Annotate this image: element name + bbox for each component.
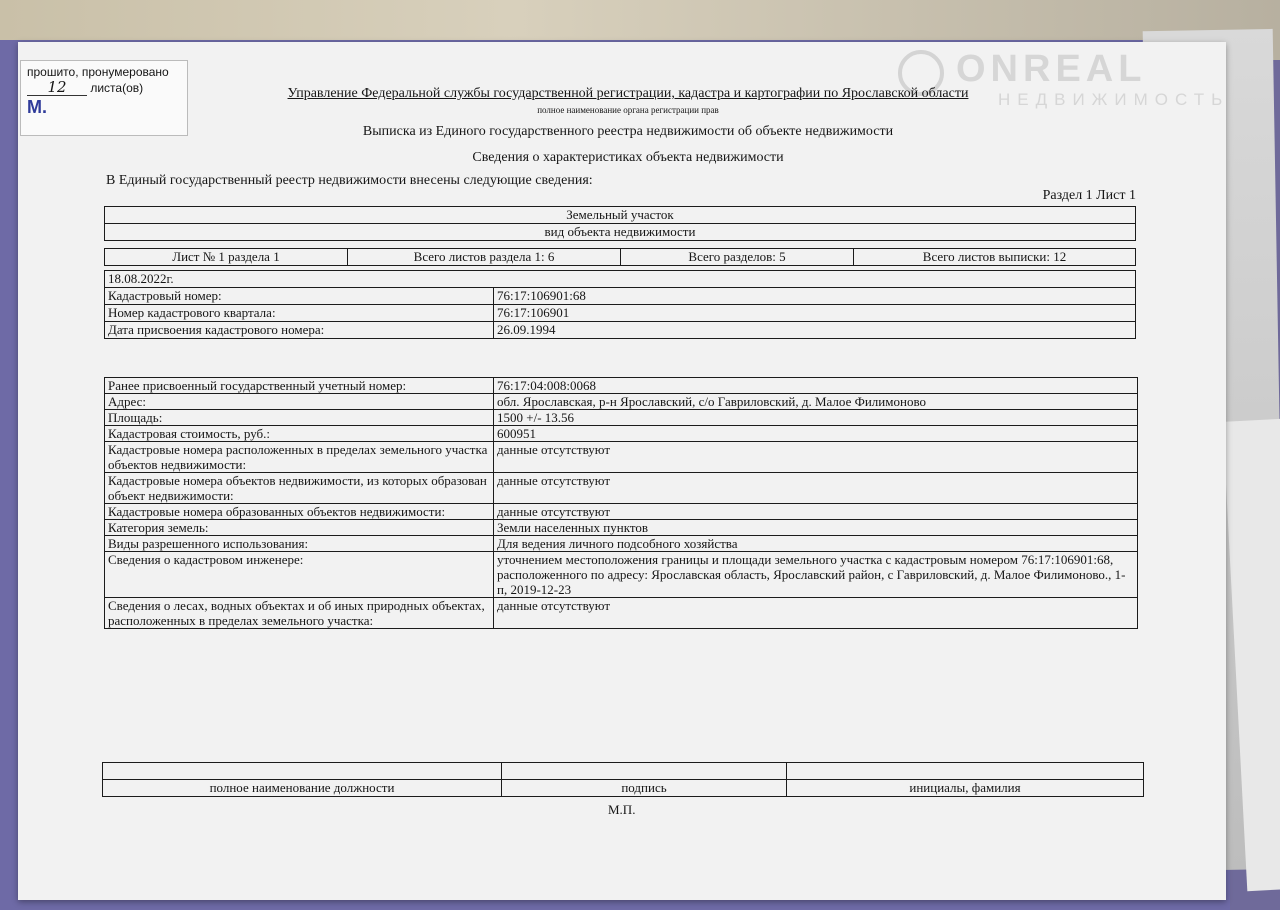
cadastral-number-label: Кадастровый номер: xyxy=(105,288,494,305)
sheet-reference: Раздел 1 Лист 1 xyxy=(1042,188,1136,203)
signature-blank-position xyxy=(103,763,502,780)
detail-label: Площадь: xyxy=(105,410,494,426)
signature-sign-caption: подпись xyxy=(502,780,787,797)
signature-name-caption: инициалы, фамилия xyxy=(787,780,1144,797)
assignment-date-label: Дата присвоения кадастрового номера: xyxy=(105,322,494,339)
details-table xyxy=(104,377,1138,629)
org-name: Управление Федеральной службы государственной регистрации, кадастра и картографии по Ярославской области xyxy=(287,86,969,101)
detail-value: данные отсутствуют xyxy=(494,473,1138,504)
binding-sticker xyxy=(20,60,188,136)
detail-label: Сведения о кадастровом инженере: xyxy=(105,552,494,598)
sticker-count: 12 xyxy=(27,80,87,96)
detail-value: данные отсутствуют xyxy=(494,504,1138,520)
signature-position-caption: полное наименование должности xyxy=(103,780,502,797)
detail-label: Сведения о лесах, водных объектах и об иных природных объектах, расположенных в пределах земельного участка: xyxy=(105,598,494,629)
detail-value: данные отсутствуют xyxy=(494,598,1138,629)
watermark-sub: НЕДВИЖИМОСТЬ xyxy=(998,90,1230,109)
total-sections: Всего разделов: 5 xyxy=(621,249,854,266)
detail-label: Ранее присвоенный государственный учетный номер: xyxy=(105,378,494,394)
document-content xyxy=(18,42,1230,900)
cadastral-number-value: 76:17:106901:68 xyxy=(494,288,1136,305)
detail-value: Для ведения личного подсобного хозяйства xyxy=(494,536,1138,552)
total-sheets: Всего листов выписки: 12 xyxy=(854,249,1136,266)
detail-label: Категория земель: xyxy=(105,520,494,536)
sticker-stamp: М. xyxy=(27,97,47,117)
detail-value: 600951 xyxy=(494,426,1138,442)
doc-subtitle: Сведения о характеристиках объекта недвижимости xyxy=(472,150,784,165)
cadastral-quarter-value: 76:17:106901 xyxy=(494,305,1136,322)
sheet-number: Лист № 1 раздела 1 xyxy=(105,249,348,266)
object-type-caption: вид объекта недвижимости xyxy=(105,224,1136,241)
detail-value: уточнением местоположения границы и площади земельного участка с кадастровым номером 76:17:106901:68, расположенного по адресу: Ярославская область, Ярославский район, с Гавриловский, д. Малое Филимоново., 1-п, 2019-12-23 xyxy=(494,552,1138,598)
main-info-table xyxy=(104,270,1136,339)
detail-value: 1500 +/- 13.56 xyxy=(494,410,1138,426)
section-sheets: Всего листов раздела 1: 6 xyxy=(348,249,621,266)
signature-blank-name xyxy=(787,763,1144,780)
detail-label: Адрес: xyxy=(105,394,494,410)
detail-label: Виды разрешенного использования: xyxy=(105,536,494,552)
sticker-suffix: листа(ов) xyxy=(90,81,144,95)
org-caption: полное наименование органа регистрации прав xyxy=(537,105,719,115)
sticker-text: прошито, пронумеровано xyxy=(27,65,169,79)
detail-label: Кадастровые номера расположенных в пределах земельного участка объектов недвижимости: xyxy=(105,442,494,473)
detail-value: 76:17:04:008:0068 xyxy=(494,378,1138,394)
watermark-brand: ONREAL xyxy=(956,48,1147,90)
doc-title: Выписка из Единого государственного реестра недвижимости об объекте недвижимости xyxy=(362,124,894,139)
detail-label: Кадастровые номера образованных объектов недвижимости: xyxy=(105,504,494,520)
detail-label: Кадастровые номера объектов недвижимости, из которых образован объект недвижимости: xyxy=(105,473,494,504)
cadastral-quarter-label: Номер кадастрового квартала: xyxy=(105,305,494,322)
detail-value: Земли населенных пунктов xyxy=(494,520,1138,536)
detail-value: данные отсутствуют xyxy=(494,442,1138,473)
signature-blank-sign xyxy=(502,763,787,780)
detail-value: обл. Ярославская, р-н Ярославский, с/о Гавриловский, д. Малое Филимоново xyxy=(494,394,1138,410)
intro-text: В Единый государственный реестр недвижимости внесены следующие сведения: xyxy=(106,173,593,188)
extract-date: 18.08.2022г. xyxy=(105,271,1136,288)
signature-table xyxy=(102,762,1144,797)
detail-label: Кадастровая стоимость, руб.: xyxy=(105,426,494,442)
object-type-table xyxy=(104,206,1136,241)
stamp-place: М.П. xyxy=(608,802,636,817)
object-type: Земельный участок xyxy=(105,207,1136,224)
document-sheet xyxy=(18,42,1230,900)
assignment-date-value: 26.09.1994 xyxy=(494,322,1136,339)
sheet-info-table xyxy=(104,248,1136,266)
